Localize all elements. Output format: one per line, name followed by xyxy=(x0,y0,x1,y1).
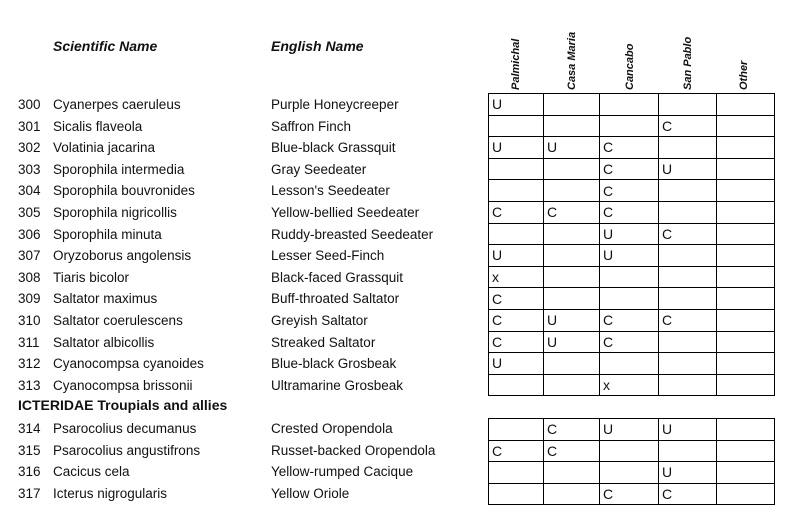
grid-row xyxy=(489,115,775,137)
occurrence-cell xyxy=(659,440,717,462)
occurrence-cell xyxy=(544,374,600,396)
species-row xyxy=(0,332,480,353)
grid-row xyxy=(489,223,775,245)
occurrence-cell xyxy=(717,462,775,484)
occurrence-cell xyxy=(659,201,717,223)
occurrence-cell xyxy=(600,266,659,288)
grid-row xyxy=(489,440,775,462)
occurrence-cell xyxy=(489,115,544,137)
species-number: 312 xyxy=(18,356,41,372)
grid-row xyxy=(489,374,775,396)
occurrence-cell xyxy=(717,158,775,180)
occurrence-cell xyxy=(659,245,717,267)
species-row xyxy=(0,310,480,331)
scientific-name: Sporophila intermedia xyxy=(53,161,185,177)
site-header-san-pablo: San Pablo xyxy=(682,36,694,90)
occurrence-cell xyxy=(717,137,775,159)
species-number: 315 xyxy=(18,442,41,458)
occurrence-cell: C xyxy=(600,309,659,331)
occurrence-cell xyxy=(717,440,775,462)
species-row xyxy=(0,224,480,245)
occurrence-cell: U xyxy=(489,94,544,116)
species-row xyxy=(0,159,480,180)
species-number: 310 xyxy=(18,313,41,328)
english-name: Ruddy-breasted Seedeater xyxy=(271,226,434,242)
scientific-name: Sporophila minuta xyxy=(53,226,162,242)
occurrence-cell xyxy=(544,483,600,505)
species-row xyxy=(0,288,480,309)
occurrence-cell: U xyxy=(659,158,717,180)
site-header-palmichal: Palmichal xyxy=(510,38,522,90)
occurrence-cell xyxy=(717,115,775,137)
occurrence-cell: C xyxy=(600,201,659,223)
english-name: Lesson's Seedeater xyxy=(271,183,390,199)
occurrence-cell: C xyxy=(659,223,717,245)
occurrence-cell: C xyxy=(544,440,600,462)
occurrence-cell xyxy=(600,440,659,462)
species-row xyxy=(0,94,480,115)
occurrence-cell xyxy=(717,309,775,331)
occurrence-cell xyxy=(717,419,775,441)
occurrence-cell xyxy=(600,353,659,375)
occurrence-cell xyxy=(659,353,717,375)
occurrence-cell xyxy=(544,245,600,267)
occurrence-cell: x xyxy=(600,374,659,396)
occurrence-cell: C xyxy=(489,440,544,462)
occurrence-cell xyxy=(544,94,600,116)
english-name: Blue-black Grassquit xyxy=(271,140,396,156)
scientific-name: Oryzoborus angolensis xyxy=(53,248,192,264)
occurrence-cell: C xyxy=(489,331,544,353)
site-header-cancabo: Cancabo xyxy=(624,43,636,90)
scientific-name: Sporophila bouvronides xyxy=(53,183,195,199)
occurrence-cell xyxy=(544,115,600,137)
english-name: Gray Seedeater xyxy=(271,161,367,177)
scientific-name: Saltator coerulescens xyxy=(53,313,183,328)
species-row xyxy=(0,137,480,158)
grid-row xyxy=(489,462,775,484)
english-name: Ultramarine Grosbeak xyxy=(271,377,404,393)
species-row xyxy=(0,116,480,137)
occurrence-cell xyxy=(544,158,600,180)
species-number: 307 xyxy=(18,248,41,264)
occurrence-cell xyxy=(544,288,600,310)
scientific-name: Sporophila nigricollis xyxy=(53,205,177,220)
english-name: Buff-throated Saltator xyxy=(271,291,400,307)
english-name: Yellow Oriole xyxy=(271,485,350,501)
scientific-name: Tiaris bicolor xyxy=(53,269,130,285)
english-name: Blue-black Grosbeak xyxy=(271,356,397,372)
occurrence-cell: U xyxy=(489,353,544,375)
grid-row xyxy=(489,201,775,223)
occurrence-cell xyxy=(659,94,717,116)
english-name: Crested Oropendola xyxy=(271,421,393,436)
occurrence-cell: U xyxy=(659,419,717,441)
species-number: 302 xyxy=(18,140,41,156)
english-name: Purple Honeycreeper xyxy=(271,97,399,112)
occurrence-cell xyxy=(717,288,775,310)
occurrence-cell: U xyxy=(544,331,600,353)
occurrence-cell xyxy=(717,374,775,396)
site-header-casa-maria: Casa Maria xyxy=(566,31,578,90)
species-number: 316 xyxy=(18,464,41,480)
occurrence-cell: U xyxy=(489,245,544,267)
occurrence-grid-1 xyxy=(488,93,775,396)
species-row xyxy=(0,202,480,223)
scientific-name: Sicalis flaveola xyxy=(53,118,143,134)
grid-row xyxy=(489,137,775,159)
occurrence-cell xyxy=(600,462,659,484)
occurrence-cell xyxy=(600,288,659,310)
occurrence-cell xyxy=(659,266,717,288)
occurrence-cell xyxy=(717,353,775,375)
occurrence-cell: U xyxy=(544,309,600,331)
species-number: 306 xyxy=(18,226,41,242)
occurrence-cell xyxy=(489,419,544,441)
scientific-name: Saltator albicollis xyxy=(53,334,155,350)
species-number: 309 xyxy=(18,291,41,307)
species-row xyxy=(0,245,480,266)
occurrence-cell xyxy=(544,266,600,288)
scientific-name: Cacicus cela xyxy=(53,464,130,480)
occurrence-cell xyxy=(717,266,775,288)
occurrence-cell xyxy=(489,483,544,505)
species-row xyxy=(0,440,480,461)
species-row xyxy=(0,353,480,374)
occurrence-cell: U xyxy=(659,462,717,484)
grid-row xyxy=(489,266,775,288)
occurrence-cell: C xyxy=(659,483,717,505)
english-name: Russet-backed Oropendola xyxy=(271,442,436,458)
occurrence-cell xyxy=(489,462,544,484)
occurrence-cell xyxy=(489,223,544,245)
grid-row xyxy=(489,245,775,267)
scientific-name: Psarocolius decumanus xyxy=(53,421,197,436)
grid-row xyxy=(489,288,775,310)
occurrence-cell xyxy=(717,180,775,202)
occurrence-cell xyxy=(544,180,600,202)
species-number: 303 xyxy=(18,161,41,177)
occurrence-cell xyxy=(659,288,717,310)
grid-row xyxy=(489,158,775,180)
occurrence-cell: C xyxy=(600,483,659,505)
english-name: Yellow-bellied Seedeater xyxy=(271,205,420,220)
species-number: 300 xyxy=(18,97,41,112)
occurrence-cell: C xyxy=(659,115,717,137)
species-row xyxy=(0,267,480,288)
occurrence-cell: C xyxy=(600,331,659,353)
scientific-name: Saltator maximus xyxy=(53,291,158,307)
english-name: Yellow-rumped Cacique xyxy=(271,464,414,480)
scientific-name: Psarocolius angustifrons xyxy=(53,442,201,458)
occurrence-cell: C xyxy=(489,201,544,223)
occurrence-cell xyxy=(489,374,544,396)
occurrence-cell: C xyxy=(544,201,600,223)
english-name: Lesser Seed-Finch xyxy=(271,248,385,264)
occurrence-cell: C xyxy=(659,309,717,331)
occurrence-cell xyxy=(659,374,717,396)
grid-row xyxy=(489,353,775,375)
english-name: Black-faced Grassquit xyxy=(271,269,404,285)
species-row xyxy=(0,375,480,396)
scientific-name: Cyanocompsa cyanoides xyxy=(53,356,204,372)
grid-row xyxy=(489,94,775,116)
english-name: Streaked Saltator xyxy=(271,334,376,350)
occurrence-cell: C xyxy=(600,137,659,159)
occurrence-cell: C xyxy=(489,288,544,310)
species-number: 314 xyxy=(18,421,41,436)
occurrence-cell xyxy=(600,94,659,116)
occurrence-cell xyxy=(717,94,775,116)
occurrence-cell: U xyxy=(489,137,544,159)
occurrence-cell xyxy=(600,115,659,137)
scientific-name: Icterus nigrogularis xyxy=(53,485,168,501)
occurrence-cell: C xyxy=(489,309,544,331)
grid-row xyxy=(489,419,775,441)
species-number: 304 xyxy=(18,183,41,199)
grid-row xyxy=(489,309,775,331)
occurrence-cell: C xyxy=(544,419,600,441)
occurrence-cell xyxy=(717,483,775,505)
species-number: 301 xyxy=(18,118,41,134)
occurrence-cell xyxy=(544,223,600,245)
occurrence-cell: U xyxy=(600,245,659,267)
family-heading: ICTERIDAE Troupials and allies xyxy=(18,397,228,413)
species-number: 308 xyxy=(18,269,41,285)
occurrence-cell xyxy=(717,331,775,353)
site-header-other: Other xyxy=(738,60,750,90)
grid-row xyxy=(489,331,775,353)
species-row xyxy=(0,483,480,504)
species-row xyxy=(0,461,480,482)
occurrence-cell xyxy=(489,158,544,180)
occurrence-cell: x xyxy=(489,266,544,288)
english-name: Saffron Finch xyxy=(271,118,352,134)
species-number: 305 xyxy=(18,205,41,220)
english-name: Greyish Saltator xyxy=(271,313,368,328)
occurrence-cell: U xyxy=(544,137,600,159)
english-name-header: English Name xyxy=(271,38,364,54)
species-row xyxy=(0,418,480,439)
species-number: 317 xyxy=(18,485,41,501)
occurrence-cell xyxy=(544,462,600,484)
occurrence-cell xyxy=(717,201,775,223)
occurrence-cell xyxy=(659,137,717,159)
species-number: 311 xyxy=(18,334,40,350)
scientific-name: Cyanocompsa brissonii xyxy=(53,377,193,393)
occurrence-cell: U xyxy=(600,223,659,245)
species-number: 313 xyxy=(18,377,41,393)
occurrence-cell xyxy=(659,331,717,353)
occurrence-cell xyxy=(659,180,717,202)
scientific-name: Volatinia jacarina xyxy=(53,140,156,156)
grid-row xyxy=(489,483,775,505)
occurrence-cell: U xyxy=(600,419,659,441)
occurrence-cell xyxy=(489,180,544,202)
scientific-name: Cyanerpes caeruleus xyxy=(53,97,181,112)
species-row xyxy=(0,180,480,201)
occurrence-grid-2 xyxy=(488,418,775,505)
grid-row xyxy=(489,180,775,202)
occurrence-cell xyxy=(544,353,600,375)
occurrence-cell xyxy=(717,223,775,245)
occurrence-cell: C xyxy=(600,158,659,180)
occurrence-cell: C xyxy=(600,180,659,202)
occurrence-cell xyxy=(717,245,775,267)
scientific-name-header: Scientific Name xyxy=(53,38,158,54)
